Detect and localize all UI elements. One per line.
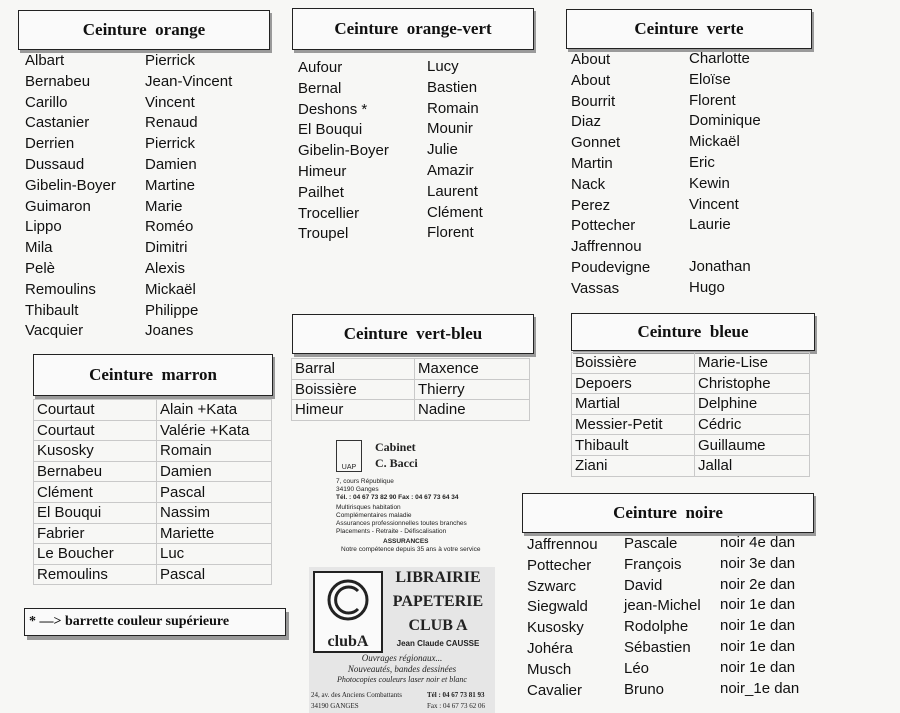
- list-item: Laurent: [427, 182, 478, 200]
- last-name-cell: Boissière: [572, 353, 695, 374]
- last-name-cell: Martial: [572, 394, 695, 415]
- first-name-cell: Jallal: [695, 455, 810, 476]
- cabinet-line: Multirisques habitation: [336, 504, 401, 511]
- list-item: Léo: [624, 659, 650, 677]
- table-row: [34, 482, 272, 503]
- list-item: Lucy: [427, 58, 459, 75]
- table-row: [34, 420, 272, 441]
- list-item: Marie: [145, 197, 183, 215]
- list-item: Aufour: [298, 59, 343, 76]
- list-item: noir 3e dan: [720, 554, 796, 572]
- first-name-cell: Marie-Lise: [695, 353, 810, 374]
- first-name-cell: Pascal: [157, 564, 272, 585]
- table-row: [34, 441, 272, 462]
- last-name-cell: Barral: [292, 359, 415, 380]
- first-name-cell: Luc: [157, 544, 272, 565]
- list-item: Szwarc: [527, 577, 577, 595]
- last-name-cell: El Bouqui: [34, 502, 157, 523]
- list-item: Pottecher: [571, 217, 636, 235]
- table-row: [34, 502, 272, 523]
- first-name-cell: Romain: [157, 441, 272, 462]
- owner-name: Jean Claude CAUSSE: [396, 639, 480, 648]
- club-a-emblem: [313, 571, 383, 653]
- table-row: [292, 379, 530, 400]
- table-row: [572, 373, 810, 394]
- blue-belt-table: [571, 352, 810, 477]
- orange-green-last-names: [298, 58, 389, 245]
- cabinet-line: Tél. : 04 67 73 82 90 Fax : 04 67 73 64 34: [336, 494, 459, 501]
- first-name-cell: Cédric: [695, 414, 810, 435]
- cabinet-name-line2: C. Bacci: [375, 456, 418, 470]
- list-item: Pascale: [624, 535, 678, 552]
- list-item: Bruno: [624, 680, 665, 698]
- first-name-cell: Christophe: [695, 373, 810, 394]
- list-item: noir 1e dan: [720, 637, 796, 655]
- table-row: [34, 544, 272, 565]
- list-item: El Bouqui: [298, 121, 363, 139]
- cabinet-ad: [333, 438, 481, 558]
- first-name-cell: Mariette: [157, 523, 272, 544]
- list-item: Mickaël: [145, 280, 196, 298]
- librairie-line: Ouvrages régionaux...: [361, 653, 443, 663]
- last-name-cell: Clément: [34, 482, 157, 503]
- table-row: [34, 461, 272, 482]
- list-item: Lippo: [25, 218, 62, 236]
- list-item: Damien: [145, 155, 197, 173]
- list-item: Johéra: [527, 639, 573, 657]
- list-item: Rodolphe: [624, 618, 689, 636]
- list-item: Thibault: [25, 301, 79, 319]
- last-name-cell: Depoers: [572, 373, 695, 394]
- first-name-cell: Nassim: [157, 502, 272, 523]
- last-name-cell: Bernabeu: [34, 461, 157, 482]
- black-first-names: [624, 534, 701, 700]
- librairie-ad: [309, 567, 495, 713]
- list-item: Kewin: [689, 174, 730, 192]
- orange-last-names: [25, 51, 116, 342]
- list-item: Jean-Vincent: [145, 72, 233, 90]
- list-item: Dussaud: [25, 155, 85, 173]
- list-item: Vincent: [145, 93, 195, 111]
- last-name-cell: Remoulins: [34, 564, 157, 585]
- last-name-cell: Ziani: [572, 455, 695, 476]
- orange-green-first-names: [427, 57, 483, 244]
- first-name-cell: Valérie +Kata: [157, 420, 272, 441]
- librairie-line: Photocopies couleurs laser noir et blanc: [337, 675, 467, 684]
- list-item: Dominique: [689, 112, 761, 130]
- list-item: Albart: [25, 52, 65, 69]
- list-item: Hugo: [689, 278, 725, 296]
- list-item: Pailhet: [298, 183, 344, 201]
- list-item: Pelè: [25, 259, 56, 277]
- cabinet-line: Assurances professionnelles toutes branches: [336, 520, 467, 527]
- list-item: noir 1e dan: [720, 658, 796, 676]
- librairie-line: Nouveautés, bandes dessinées: [347, 664, 457, 674]
- list-item: Siegwald: [527, 598, 588, 616]
- list-item: Derrien: [25, 135, 75, 153]
- orange-first-names: [145, 51, 232, 342]
- list-item: Bastien: [427, 78, 478, 96]
- list-item: Mila: [25, 239, 53, 257]
- club-a-label: clubA: [327, 633, 369, 650]
- table-row: [572, 394, 810, 415]
- librairie-address: 24, av. des Anciens Combattants: [311, 691, 402, 699]
- list-item: Vacquier: [25, 322, 84, 340]
- list-item: Gonnet: [571, 134, 621, 152]
- black-grades: [720, 533, 799, 699]
- list-item: Roméo: [145, 218, 194, 236]
- list-item: noir 4e dan: [720, 534, 796, 551]
- table-row: [292, 359, 530, 380]
- librairie-fax: Fax : 04 67 73 62 06: [427, 702, 485, 710]
- list-item: Himeur: [298, 162, 347, 180]
- black-belt-title: Ceinture noire: [522, 493, 814, 533]
- list-item: Nack: [571, 175, 606, 193]
- list-item: Cavalier: [527, 681, 583, 699]
- list-item: Kusosky: [527, 619, 584, 637]
- cabinet-line: ASSURANCES: [383, 538, 429, 545]
- list-item: Philippe: [145, 301, 199, 319]
- list-item: Gibelin-Boyer: [298, 142, 389, 160]
- list-item: [689, 236, 761, 257]
- list-item: About: [571, 71, 611, 89]
- list-item: Eloïse: [689, 70, 731, 88]
- papeterie-heading: PAPETERIE: [392, 593, 484, 610]
- list-item: Julie: [427, 141, 458, 159]
- list-item: Romain: [427, 99, 479, 117]
- list-item: Deshons *: [298, 100, 368, 118]
- list-item: Gibelin-Boyer: [25, 176, 116, 194]
- last-name-cell: Thibault: [572, 435, 695, 456]
- legend-note: * —> barrette couleur supérieure: [24, 608, 286, 636]
- brown-belt-table: [33, 399, 272, 585]
- list-item: Pierrick: [145, 135, 196, 153]
- list-item: Eric: [689, 153, 715, 171]
- list-item: Charlotte: [689, 50, 750, 67]
- black-last-names: [527, 535, 598, 701]
- list-item: noir 1e dan: [720, 596, 796, 614]
- list-item: Florent: [427, 224, 474, 242]
- table-row: [572, 455, 810, 476]
- cabinet-line: 7, cours République: [336, 478, 394, 485]
- table-row: [34, 400, 272, 421]
- list-item: Bernal: [298, 79, 342, 97]
- table-row: [572, 414, 810, 435]
- list-item: François: [624, 555, 682, 573]
- list-item: Castanier: [25, 114, 90, 132]
- list-item: David: [624, 576, 663, 594]
- green-last-names: [571, 50, 650, 300]
- first-name-cell: Maxence: [415, 359, 530, 380]
- list-item: Vassas: [571, 279, 620, 297]
- list-item: Laurie: [689, 216, 731, 234]
- list-item: Martin: [571, 154, 613, 172]
- librairie-heading: LIBRAIRIE: [395, 569, 481, 586]
- list-item: Renaud: [145, 114, 198, 132]
- cabinet-line: Notre compétence depuis 35 ans à votre service: [341, 546, 481, 553]
- list-item: About: [571, 51, 611, 68]
- list-item: Dimitri: [145, 239, 188, 257]
- list-item: Pottecher: [527, 556, 592, 574]
- cabinet-line: Complémentaires maladie: [336, 512, 412, 519]
- list-item: Remoulins: [25, 280, 96, 298]
- list-item: Jaffrennou: [527, 536, 598, 553]
- first-name-cell: Pascal: [157, 482, 272, 503]
- last-name-cell: Boissière: [292, 379, 415, 400]
- first-name-cell: Alain +Kata: [157, 400, 272, 421]
- first-name-cell: Damien: [157, 461, 272, 482]
- green-blue-belt-title: Ceinture vert-bleu: [292, 314, 534, 354]
- list-item: Joanes: [145, 322, 194, 340]
- list-item: Musch: [527, 660, 572, 678]
- list-item: Jonathan: [689, 257, 751, 275]
- club-a-logo-icon: [325, 577, 371, 623]
- green-belt-title: Ceinture verte: [566, 9, 812, 49]
- table-row: [292, 400, 530, 421]
- cabinet-line: 34190 Ganges: [336, 486, 379, 493]
- uap-logo: UAP: [336, 440, 362, 472]
- list-item: Guimaron: [25, 197, 91, 215]
- list-item: Bernabeu: [25, 72, 91, 90]
- list-item: noir 2e dan: [720, 575, 796, 593]
- orange-green-belt-title: Ceinture orange-vert: [292, 8, 534, 50]
- list-item: Sébastien: [624, 638, 691, 656]
- orange-belt-title: Ceinture orange: [18, 10, 270, 50]
- cabinet-line: Placements - Retraite - Défiscalisation: [336, 528, 447, 535]
- librairie-city: 34190 GANGES: [311, 702, 359, 710]
- first-name-cell: Guillaume: [695, 435, 810, 456]
- first-name-cell: Thierry: [415, 379, 530, 400]
- first-name-cell: Delphine: [695, 394, 810, 415]
- last-name-cell: Kusosky: [34, 441, 157, 462]
- list-item: Pierrick: [145, 52, 196, 69]
- blue-belt-title: Ceinture bleue: [571, 313, 815, 351]
- last-name-cell: Courtaut: [34, 420, 157, 441]
- last-name-cell: Fabrier: [34, 523, 157, 544]
- list-item: Clément: [427, 203, 483, 221]
- list-item: Vincent: [689, 195, 739, 213]
- list-item: noir 1e dan: [720, 617, 796, 635]
- last-name-cell: Messier-Petit: [572, 414, 695, 435]
- list-item: Bourrit: [571, 92, 616, 110]
- table-row: [572, 353, 810, 374]
- list-item: jean-Michel: [624, 597, 701, 615]
- last-name-cell: Le Boucher: [34, 544, 157, 565]
- list-item: Diaz: [571, 113, 602, 131]
- list-item: Florent: [689, 91, 736, 109]
- list-item: Poudevigne: [571, 258, 651, 276]
- list-item: Jaffrennou: [571, 238, 642, 256]
- green-first-names: [689, 49, 761, 299]
- last-name-cell: Courtaut: [34, 400, 157, 421]
- table-row: [572, 435, 810, 456]
- list-item: noir_1e dan: [720, 679, 800, 697]
- list-item: Perez: [571, 196, 611, 214]
- last-name-cell: Himeur: [292, 400, 415, 421]
- brown-belt-title: Ceinture marron: [33, 354, 273, 396]
- list-item: Troupel: [298, 225, 349, 243]
- list-item: Trocellier: [298, 204, 360, 222]
- table-row: [34, 564, 272, 585]
- cabinet-name-line1: Cabinet: [375, 440, 416, 454]
- table-row: [34, 523, 272, 544]
- librairie-tel: Tél : 04 67 73 81 93: [427, 691, 485, 699]
- green-blue-belt-table: [291, 358, 530, 421]
- first-name-cell: Nadine: [415, 400, 530, 421]
- list-item: Amazir: [427, 161, 474, 179]
- club-a-heading: CLUB A: [408, 617, 468, 634]
- list-item: Mounir: [427, 120, 473, 138]
- list-item: Mickaël: [689, 133, 740, 151]
- list-item: Carillo: [25, 93, 68, 111]
- list-item: Alexis: [145, 259, 186, 277]
- list-item: Martine: [145, 176, 196, 194]
